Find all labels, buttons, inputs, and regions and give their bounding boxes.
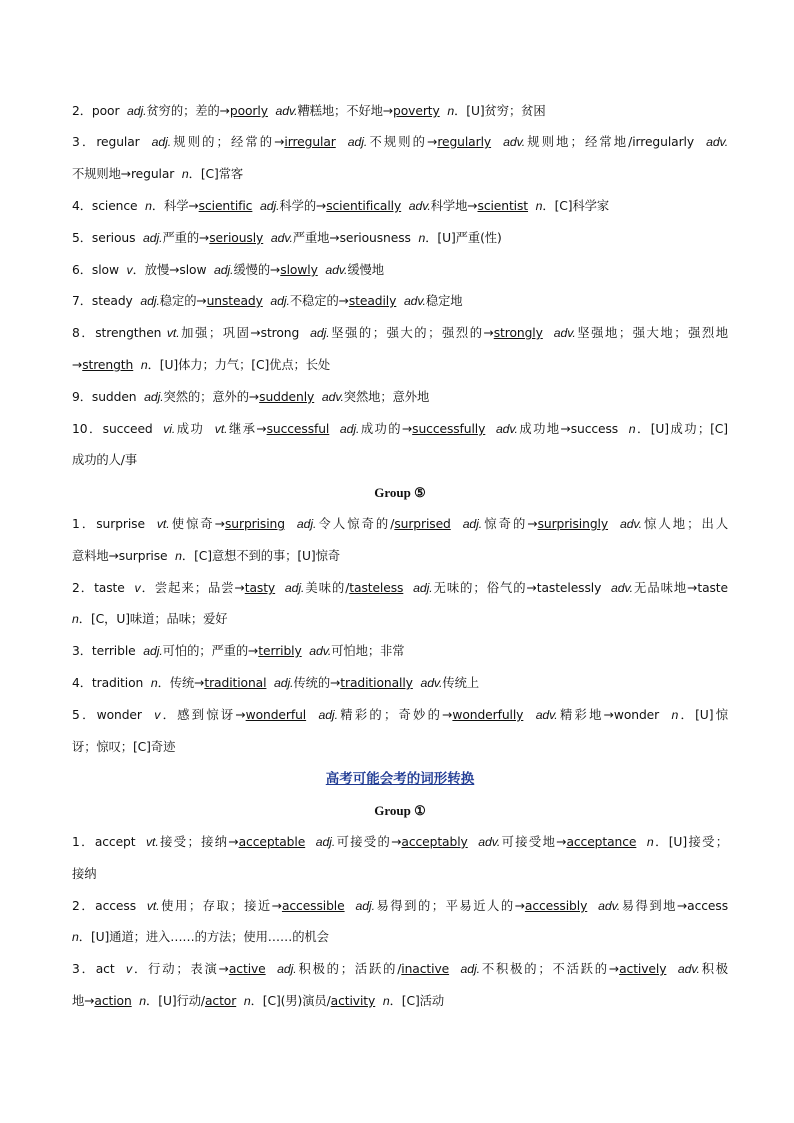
text-line (72, 354, 728, 376)
part-of-speech: adj. (143, 231, 163, 245)
text-segment: 讶；惊叹；[C]奇迹 (72, 740, 176, 754)
part-of-speech: adv. (706, 135, 728, 149)
text-segment: 科学地→ (430, 199, 478, 213)
part-of-speech: adv. (403, 294, 426, 308)
part-of-speech: adv. (478, 835, 501, 849)
answer-word: seriously (209, 231, 264, 245)
part-of-speech: adv. (309, 644, 332, 658)
text-segment (305, 835, 316, 849)
text-segment (266, 676, 274, 690)
answer-word: activity (330, 994, 376, 1008)
part-of-speech: adj. (460, 962, 480, 976)
text-segment: 严重地→seriousness (292, 231, 419, 245)
answer-word: irregular (284, 135, 336, 149)
text-segment: 坚强地；强大地；强烈地 (575, 326, 728, 340)
text-segment: ．科学→ (151, 199, 199, 213)
answer-word: accessibly (524, 899, 588, 913)
text-segment: 积极 (699, 962, 728, 976)
text-segment: 不积极的；不活跃的→ (479, 962, 620, 976)
answer-word: slowly (280, 263, 318, 277)
part-of-speech: vt. (146, 899, 160, 913)
text-segment: ．[U]惊 (678, 708, 728, 722)
answer-word: surprising (225, 517, 285, 531)
text-segment: 使用；存取；接近→ (159, 899, 282, 913)
part-of-speech: n (181, 167, 189, 181)
part-of-speech: adj. (296, 517, 317, 531)
text-segment: 无品味地→taste (632, 581, 728, 595)
text-segment: 缓慢的→ (233, 263, 281, 277)
part-of-speech: n (382, 994, 390, 1008)
part-of-speech: adj. (143, 644, 163, 658)
text-segment: 稳定的→ (159, 294, 207, 308)
text-segment: 惊人地；出人 (641, 517, 728, 531)
answer-word: inactive (401, 962, 450, 976)
text-segment (329, 422, 340, 436)
text-segment: 地→ (72, 994, 95, 1008)
text-segment: 8．strengthen (72, 326, 167, 340)
text-segment: 易得到的；平易近人的→ (374, 899, 525, 913)
answer-word: tasteless (349, 581, 404, 595)
group-heading: Group ⑤ (374, 485, 426, 500)
text-segment: ．[U]通道；进入……的方法；使用……的机会 (78, 930, 329, 944)
part-of-speech: adv. (677, 962, 700, 976)
text-segment (403, 581, 413, 595)
text-segment: 使惊奇→ (169, 517, 225, 531)
part-of-speech: vt. (156, 517, 170, 531)
answer-word: surprised (394, 517, 451, 531)
answer-word: suddenly (259, 390, 315, 404)
answer-word: wonderful (245, 708, 307, 722)
text-segment: 科学的→ (279, 199, 327, 213)
part-of-speech: adj. (347, 135, 368, 149)
text-segment: 突然地；意外地 (343, 390, 430, 404)
text-line (72, 672, 728, 694)
part-of-speech: adj. (151, 135, 172, 149)
text-segment (375, 994, 383, 1008)
answer-word: scientific (198, 199, 253, 213)
part-of-speech: vt. (214, 422, 228, 436)
part-of-speech: adj. (413, 581, 433, 595)
answer-word: wonderfully (452, 708, 524, 722)
text-segment (468, 835, 479, 849)
text-segment: 5．serious (72, 231, 144, 245)
text-segment (636, 835, 647, 849)
text-segment: 可接受的→ (335, 835, 402, 849)
text-segment (133, 358, 141, 372)
text-segment: 接纳 (72, 867, 97, 881)
text-segment: 4．tradition (72, 676, 151, 690)
text-line (72, 608, 728, 630)
part-of-speech: adj. (274, 676, 294, 690)
text-line (72, 863, 728, 885)
text-segment: 积极的；活跃的/ (296, 962, 402, 976)
part-of-speech: adj. (270, 294, 290, 308)
part-of-speech: adj. (144, 390, 164, 404)
part-of-speech: n (671, 708, 679, 722)
text-segment (306, 708, 318, 722)
text-line (72, 131, 728, 153)
text-segment: 3．act (72, 962, 127, 976)
text-segment (336, 135, 348, 149)
text-segment: 突然的；意外的→ (163, 390, 260, 404)
text-segment: 接受；接纳→ (158, 835, 239, 849)
text-line (72, 926, 728, 948)
text-segment: ．[C]意想不到的事；[U]惊奇 (181, 549, 341, 563)
text-segment: 成功地→success (517, 422, 629, 436)
text-segment (543, 326, 554, 340)
text-segment: 稳定地 (425, 294, 463, 308)
answer-word: accessible (281, 899, 345, 913)
text-segment: ．[C]科学家 (542, 199, 610, 213)
part-of-speech: adv. (495, 422, 518, 436)
text-segment: ．尝起来；品尝→ (140, 581, 245, 595)
text-segment (396, 294, 404, 308)
text-line (72, 386, 728, 408)
text-segment: ．[U]接受； (653, 835, 728, 849)
part-of-speech: adj. (284, 581, 305, 595)
part-of-speech: adv. (535, 708, 558, 722)
part-of-speech: adv. (275, 104, 298, 118)
part-of-speech: n (243, 994, 251, 1008)
text-segment (451, 517, 463, 531)
text-segment (345, 899, 356, 913)
answer-word: successful (266, 422, 330, 436)
text-line (72, 545, 728, 567)
answer-word: surprisingly (537, 517, 609, 531)
text-segment: 9．sudden (72, 390, 145, 404)
part-of-speech: n (535, 199, 543, 213)
text-segment: 可接受地→ (500, 835, 567, 849)
answer-word: poorly (229, 104, 268, 118)
part-of-speech: adv. (598, 899, 621, 913)
text-segment (666, 962, 677, 976)
answer-word: acceptance (566, 835, 637, 849)
part-of-speech: vi. (163, 422, 176, 436)
text-segment: 美味的/ (304, 581, 350, 595)
part-of-speech: vt. (166, 326, 180, 340)
text-segment: 易得到地→access (620, 899, 728, 913)
text-segment: 规则地；经常地/irregularly (525, 135, 707, 149)
text-segment: 精彩的；奇妙的→ (337, 708, 453, 722)
text-segment: ．[U]体力；力气；[C]优点；长处 (147, 358, 331, 372)
answer-word: action (94, 994, 132, 1008)
text-line (72, 290, 728, 312)
text-segment (449, 962, 460, 976)
text-segment (523, 708, 535, 722)
text-segment: 无味的；俗气的→tastelessly (432, 581, 612, 595)
part-of-speech: v (154, 708, 161, 722)
text-segment: 传统的→ (293, 676, 341, 690)
answer-word: acceptably (401, 835, 468, 849)
part-of-speech: v (126, 263, 133, 277)
text-segment: ．[C]活动 (389, 994, 445, 1008)
text-segment: 不规则的→ (367, 135, 438, 149)
text-segment: 继承→ (227, 422, 267, 436)
text-segment: 缓慢地 (347, 263, 384, 277)
text-segment: 1．surprise (72, 517, 157, 531)
part-of-speech: v (134, 581, 141, 595)
part-of-speech: n (646, 835, 654, 849)
text-line (72, 513, 728, 535)
answer-word: traditionally (340, 676, 413, 690)
text-segment: 5．wonder (72, 708, 155, 722)
answer-word: strongly (493, 326, 543, 340)
group-heading: Group ① (374, 803, 426, 818)
text-segment: 2．poor (72, 104, 128, 118)
text-segment: 规则的；经常的→ (171, 135, 285, 149)
text-segment: ．[U]贫穷；贫困 (454, 104, 546, 118)
answer-word: acceptable (238, 835, 306, 849)
text-line (72, 449, 728, 471)
text-segment: 贫穷的；差的→ (146, 104, 230, 118)
text-segment: ．传统→ (157, 676, 205, 690)
text-segment (485, 422, 496, 436)
text-segment: 糟糕地；不好地→ (297, 104, 394, 118)
text-segment: 3．regular (72, 135, 152, 149)
text-segment: 2．access (72, 899, 147, 913)
text-line (72, 640, 728, 662)
text-line (72, 990, 728, 1012)
text-segment: 成功的人/事 (72, 453, 138, 467)
answer-word: tasty (244, 581, 276, 595)
text-segment: 加强；巩固→strong (179, 326, 311, 340)
text-segment (268, 104, 276, 118)
answer-word: scientist (477, 199, 529, 213)
text-segment: ．[C](男)演员/ (250, 994, 331, 1008)
part-of-speech: adv. (619, 517, 642, 531)
text-line (72, 163, 728, 185)
part-of-speech: vt. (146, 835, 159, 849)
text-segment: 意料地→surprise (72, 549, 176, 563)
text-line (72, 322, 728, 344)
part-of-speech: v (126, 962, 133, 976)
part-of-speech: adv. (611, 581, 633, 595)
text-segment: 7．steady (72, 294, 141, 308)
text-segment: 不规则地→regular (72, 167, 182, 181)
text-line (72, 100, 728, 122)
text-segment (608, 517, 620, 531)
text-segment: 不稳定的→ (289, 294, 349, 308)
text-segment: 可怕地；非常 (331, 644, 405, 658)
part-of-speech: adj. (355, 899, 375, 913)
part-of-speech: adv. (553, 326, 576, 340)
answer-word: unsteady (206, 294, 263, 308)
answer-word: actor (204, 994, 237, 1008)
text-segment (285, 517, 297, 531)
text-line (72, 418, 728, 440)
text-segment (263, 231, 271, 245)
part-of-speech: adj. (339, 422, 360, 436)
part-of-speech: adj. (277, 962, 297, 976)
text-line (72, 577, 728, 599)
text-segment (491, 135, 503, 149)
text-segment (266, 962, 277, 976)
text-segment: 10．succeed (72, 422, 164, 436)
text-segment (275, 581, 285, 595)
part-of-speech: adj. (318, 708, 338, 722)
text-segment: 可怕的；严重的→ (162, 644, 259, 658)
part-of-speech: n (140, 358, 148, 372)
part-of-speech: adv. (420, 676, 443, 690)
text-segment: 4．science (72, 199, 146, 213)
text-segment: ．[U]成功；[C] (635, 422, 728, 436)
answer-word: steadily (348, 294, 397, 308)
text-segment: → (72, 358, 83, 372)
text-segment: 惊奇的→ (482, 517, 538, 531)
part-of-speech: n (72, 612, 79, 626)
part-of-speech: adv. (321, 390, 344, 404)
text-segment: ．[C]常客 (188, 167, 244, 181)
text-segment: 传统上 (442, 676, 479, 690)
text-line (72, 895, 728, 917)
text-segment: 严重的→ (162, 231, 210, 245)
part-of-speech: n (628, 422, 636, 436)
part-of-speech: adj. (310, 326, 330, 340)
answer-word: traditional (204, 676, 267, 690)
answer-word: strength (82, 358, 134, 372)
part-of-speech: adj. (214, 263, 234, 277)
part-of-speech: adv. (325, 263, 348, 277)
part-of-speech: n (447, 104, 455, 118)
text-segment: ．放慢→slow (132, 263, 215, 277)
text-segment: ．感到惊讶→ (160, 708, 246, 722)
text-segment (314, 390, 322, 404)
part-of-speech: n (145, 199, 152, 213)
part-of-speech: n (175, 549, 182, 563)
text-segment: 精彩地→wonder (557, 708, 672, 722)
answer-word: active (228, 962, 266, 976)
text-line (72, 195, 728, 217)
section-title: 高考可能会考的词形转换 (325, 771, 475, 787)
text-segment (528, 199, 536, 213)
text-segment: 令人惊奇的/ (316, 517, 395, 531)
text-line (72, 227, 728, 249)
text-segment: 成功 (175, 422, 215, 436)
part-of-speech: adv. (270, 231, 293, 245)
answer-word: successfully (412, 422, 486, 436)
part-of-speech: n (150, 676, 158, 690)
text-segment (236, 994, 244, 1008)
part-of-speech: adv. (408, 199, 431, 213)
text-line (72, 958, 728, 980)
part-of-speech: adj. (140, 294, 160, 308)
part-of-speech: n (139, 994, 147, 1008)
text-line (72, 704, 728, 726)
answer-word: actively (619, 962, 667, 976)
part-of-speech: adj. (462, 517, 483, 531)
text-segment: 3．terrible (72, 644, 144, 658)
text-segment: 1．accept (72, 835, 146, 849)
text-segment: ．行动；表演→ (132, 962, 229, 976)
text-line (72, 831, 728, 853)
part-of-speech: adj. (127, 104, 147, 118)
text-segment: ．[U]行动/ (146, 994, 205, 1008)
text-segment: ．[U]严重(性) (425, 231, 502, 245)
text-segment: ．[C，U]味道；品味；爱好 (78, 612, 228, 626)
part-of-speech: adj. (259, 199, 280, 213)
text-segment: 6．slow (72, 263, 127, 277)
text-segment: 2．taste (72, 581, 135, 595)
text-segment: 坚强的；强大的；强烈的→ (329, 326, 494, 340)
text-segment: 成功的→ (359, 422, 413, 436)
part-of-speech: n (418, 231, 426, 245)
text-segment (587, 899, 598, 913)
text-line (72, 259, 728, 281)
part-of-speech: adj. (315, 835, 336, 849)
answer-word: scientifically (326, 199, 402, 213)
text-line (72, 736, 728, 758)
text-segment (252, 199, 260, 213)
part-of-speech: adv. (503, 135, 526, 149)
answer-word: terribly (258, 644, 302, 658)
answer-word: poverty (393, 104, 440, 118)
answer-word: regularly (437, 135, 492, 149)
text-segment (401, 199, 409, 213)
part-of-speech: n (72, 930, 79, 944)
